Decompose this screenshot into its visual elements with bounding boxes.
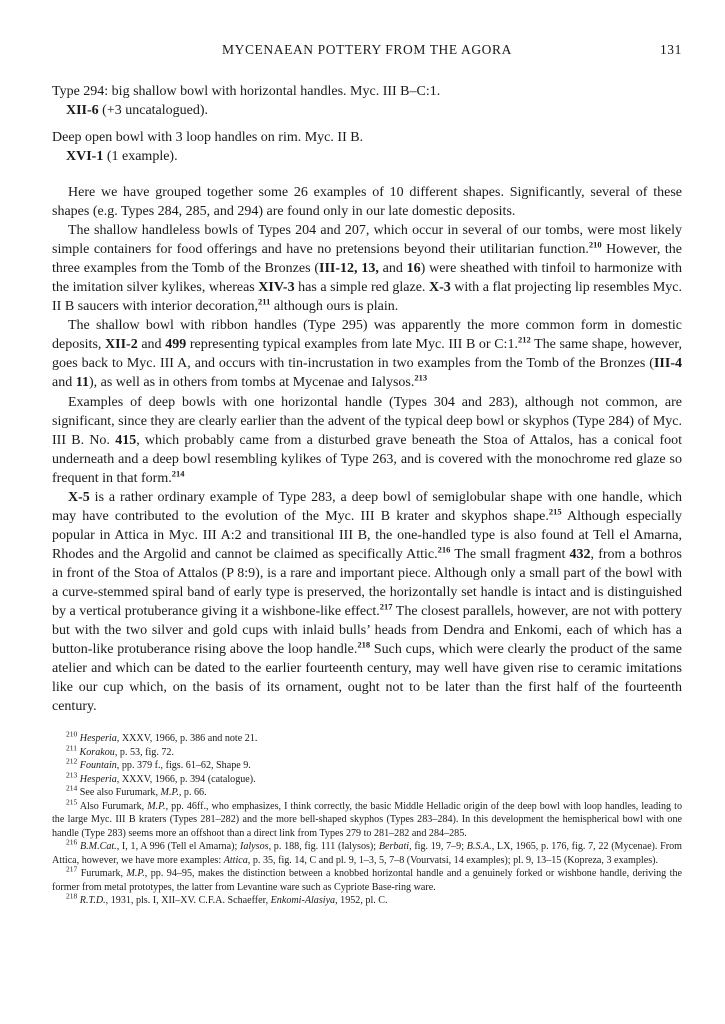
- footnotes: [52, 729, 683, 908]
- footnote-number: 214: [66, 783, 78, 793]
- text-run: , p. 35, fig. 14, C and pl. 9, 1–3, 5, 7–8 (Vourvatsi, 14 examples); pl. 9, 13–15 (Kopreza, 3 examples).: [247, 854, 659, 866]
- text-run: , 1931, pls. I, XII–XV. C.F.A. Schaeffer,: [105, 895, 271, 907]
- text-run: , p. 53, fig. 72.: [114, 746, 175, 758]
- text-run: and: [378, 261, 407, 277]
- catalogue-number: XVI-1: [66, 149, 104, 164]
- text-run: , from a bothros in front of the Stoa of Attalos (P 8:9), is a rare and important piece. Although only a small part of the bowl with a curve-stemmed spiral band of early type is preserved, the horizontally set handle is intact and is distinguished by a vertical protuberance giving it a wishbone-like effect.: [52, 546, 683, 620]
- text-run: , fig. 19, 7–9;: [409, 841, 467, 853]
- catalogue-note: (1 example).: [103, 149, 178, 164]
- text-run: The same shape, however, goes back to Myc. III A, and occurs with tin-incrustation in two examples from the Tomb of the Bronzes (: [52, 337, 683, 372]
- footnote-ref: 216: [437, 544, 451, 555]
- footnote: [52, 729, 682, 746]
- page: [52, 42, 682, 908]
- text-run: Here we have grouped together some 26 examples of 10 different shapes. Significantly, several of these shapes (e.g. Types 284, 285, and 294) are found only in our late domestic deposits.: [52, 185, 682, 220]
- body-paragraph: [52, 221, 682, 316]
- text-run: Furumark,: [80, 868, 127, 880]
- citation-title: M.P.: [126, 868, 145, 880]
- footnote: [52, 797, 682, 841]
- type-entry: [52, 82, 682, 120]
- citation-title: Fountain: [79, 760, 117, 772]
- footnote-number: 217: [66, 864, 78, 874]
- catalogue-ref: [52, 147, 682, 166]
- text-run: Also Furumark,: [79, 800, 148, 812]
- body-paragraph: [52, 488, 682, 717]
- running-head: [52, 42, 682, 62]
- footnote: [52, 837, 683, 867]
- citation-title: B.M.Cat.: [79, 841, 117, 853]
- text-run: representing typical examples from late Myc. III B or C:1.: [186, 337, 518, 353]
- footnote-ref: 211: [258, 296, 271, 307]
- catalogue-number: III-12, 13,: [319, 261, 379, 277]
- type-entries: [52, 82, 682, 166]
- footnote-ref: 213: [414, 372, 428, 383]
- text-run: , 1952, pl. C.: [335, 895, 388, 907]
- footnote: [52, 864, 682, 894]
- type-entry-line: Deep open bowl with 3 loop handles on rim. Myc. II B.: [52, 130, 364, 145]
- text-run: , p. 66.: [178, 787, 207, 799]
- citation-title: Berbati: [378, 841, 410, 853]
- type-entry-line: Type 294: big shallow bowl with horizontal handles. Myc. III B–C:1.: [52, 84, 441, 99]
- footnote: [52, 891, 682, 908]
- catalogue-number: 432: [569, 546, 591, 562]
- text-run: although ours is plain.: [270, 299, 399, 315]
- citation-title: B.S.A.: [466, 841, 492, 853]
- footnote-ref: 212: [517, 334, 531, 345]
- page-number: 131: [659, 42, 682, 57]
- text-run: has a simple red glaze.: [294, 280, 429, 296]
- footnote-ref: 214: [171, 468, 185, 479]
- text-run: , LX, 1965, p. 176, fig. 7, 22 (Mycenae). From Attica, however, we have more examples:: [52, 841, 683, 866]
- text-run: The small fragment: [450, 546, 570, 562]
- footnote-ref: 217: [379, 601, 393, 612]
- text-run: Examples of deep bowls with one horizontal handle (Types 304 and 283), although not common, are significant, since they are clearly earlier than the advent of the typical deep bowl or skyphos (Type 284) of Myc. III B. No.: [52, 394, 682, 448]
- text-run: Although especially popular in Attica in Myc. III A:2 and transitional III B, the one-handled type is also found at Tell el Amarna, Rhodes and the Argolid and cannot be claimed as specifically Attic.: [52, 508, 683, 562]
- body-paragraph: [52, 183, 682, 221]
- text-run: , pp. 94–95, makes the distinction between a knobbed horizontal handle and a genuinely forked or wishbone handle, deriving the former from metal prototypes, the latter from Levantine ware such as Cypriote Base-ring ware.: [52, 868, 682, 893]
- running-title: MYCENAEAN POTTERY FROM THE AGORA: [222, 42, 512, 57]
- catalogue-number: XII-2: [105, 337, 138, 353]
- citation-title: Hesperia: [79, 773, 117, 785]
- body-paragraph: [52, 393, 682, 488]
- text-run: and: [52, 375, 76, 391]
- footnote-ref: 218: [357, 639, 371, 650]
- text-run: , pp. 379 f., figs. 61–62, Shape 9.: [116, 760, 251, 772]
- text-run: ) were sheathed with tinfoil to harmonize with the imitation silver kylikes, whereas: [52, 261, 682, 296]
- footnote-number: 212: [66, 756, 78, 766]
- citation-title: M.P.: [160, 787, 179, 799]
- text-run: is a rather ordinary example of Type 283, a deep bowl of semiglobular shape with one handle, which may have contributed to the evolution of the Myc. III B krater and skyphos shape.: [52, 489, 682, 524]
- body-paragraph: [52, 316, 682, 392]
- type-entry: [52, 128, 682, 166]
- body-text: [52, 183, 682, 716]
- text-run: , p. 188, fig. 111 (Ialysos);: [268, 841, 379, 853]
- text-run: and: [137, 337, 166, 353]
- text-run: , pp. 46ff., who emphasizes, I think correctly, the basic Middle Helladic origin of the deep bowl with loop handles, leading to the large Myc. III B kraters (Types 281–282) and the more bell-shaped skyphos (Types 283–284). In this development the hemispherical bowl with one handle (Type 283) seems more an offshoot than a direct link from Types 279 to 281–282 and 284–285.: [52, 800, 682, 839]
- text-run: Such cups, which were clearly the product of the same atelier and which can be dated to the earlier fourteenth century, may well have given rise to ceramic imitations like our cup which, on the basis of its ornament, ought not to be later than the first half of the fourteenth century.: [52, 642, 682, 715]
- footnote: [52, 743, 682, 760]
- footnote-number: 218: [66, 891, 78, 901]
- text-run: , XXXV, 1966, p. 394 (catalogue).: [116, 773, 256, 785]
- catalogue-number: 499: [165, 337, 187, 353]
- citation-title: Hesperia: [79, 733, 117, 745]
- text-run: , which probably came from a disturbed grave beneath the Stoa of Attalos, has a conical foot underneath and a deep bowl resembling kylikes of Type 263, and is covered with the monochrome red glaze so frequent in that form.: [52, 432, 682, 486]
- footnote-number: 216: [66, 837, 78, 847]
- footnote: [52, 756, 682, 773]
- text-run: , XXXV, 1966, p. 386 and note 21.: [116, 733, 258, 745]
- footnote-number: 215: [66, 797, 78, 807]
- footnote-number: 210: [66, 729, 78, 739]
- catalogue-number: X-3: [428, 280, 451, 296]
- catalogue-number: XIV-3: [258, 280, 295, 296]
- catalogue-number: 11: [75, 375, 89, 391]
- footnote-ref: 210: [588, 239, 602, 250]
- text-run: with a flat projecting lip resembles Myc. II B saucers with interior decoration,: [52, 280, 682, 315]
- text-run: The shallow handleless bowls of Types 204 and 207, which occur in several of our tombs, were most likely simple containers for food offerings and have no pretensions beyond their utilitarian function.: [52, 223, 682, 258]
- catalogue-number: III-4: [653, 356, 682, 372]
- footnote-number: 211: [66, 743, 77, 753]
- footnote-ref: 215: [548, 506, 562, 517]
- catalogue-note: (+3 uncatalogued).: [98, 103, 209, 118]
- text-run: See also Furumark,: [79, 787, 161, 799]
- text-run: The shallow bowl with ribbon handles (Type 295) was apparently the more common form in domestic deposits,: [52, 318, 682, 353]
- catalogue-number: 16: [406, 261, 421, 277]
- citation-title: Attica: [223, 854, 248, 866]
- footnote: [52, 783, 682, 800]
- text-run: The closest parallels, however, are not with pottery but with the two silver and gold cups with inlaid bulls’ heads from Dendra and Enkomi, each of which has a button-like protuberance rising above the loop handle.: [52, 604, 682, 658]
- text-run: However, the three examples from the Tomb of the Bronzes (: [52, 242, 682, 277]
- footnote-number: 213: [66, 770, 78, 780]
- catalogue-number: 415: [115, 432, 137, 448]
- catalogue-number: XII-6: [66, 103, 99, 118]
- text-run: ), as well as in others from tombs at Mycenae and Ialysos.: [88, 375, 415, 391]
- catalogue-ref: [52, 101, 682, 120]
- citation-title: Korakou: [79, 746, 115, 758]
- footnote: [52, 770, 682, 787]
- citation-title: R.T.D.: [79, 895, 106, 907]
- citation-title: Ialysos: [239, 841, 269, 853]
- catalogue-number: X-5: [68, 489, 90, 505]
- text-run: , I, 1, A 996 (Tell el Amarna);: [116, 841, 240, 853]
- citation-title: M.P.: [147, 800, 166, 812]
- citation-title: Enkomi-Alasiya: [270, 895, 336, 907]
